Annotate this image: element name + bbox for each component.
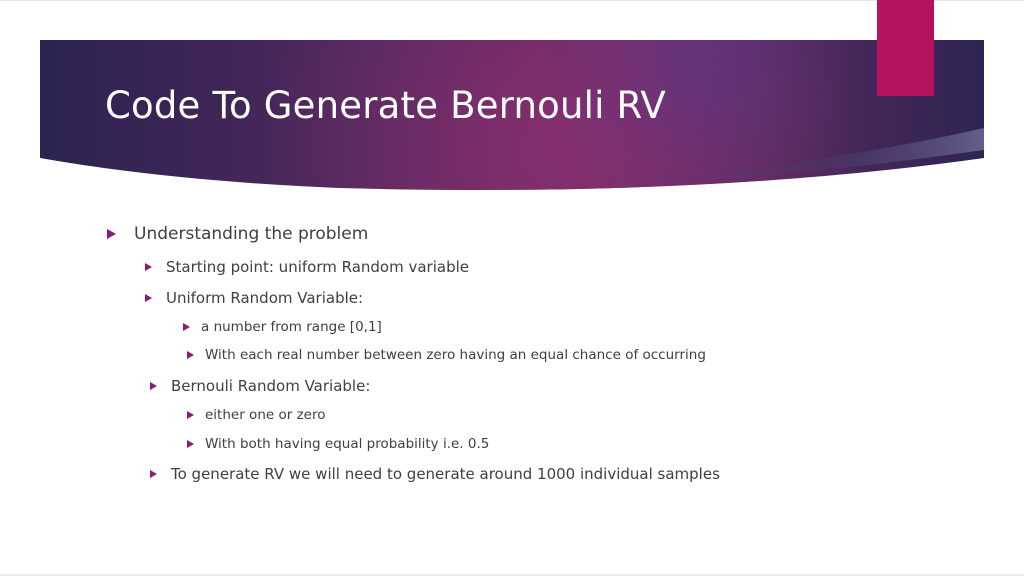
bullet-generate-samples bbox=[150, 465, 720, 483]
bullet-equal-chance bbox=[187, 347, 706, 363]
bullet-arrow-icon bbox=[145, 263, 152, 271]
bullet-text: Starting point: uniform Random variable bbox=[166, 258, 469, 276]
bullet-bernouli-rv bbox=[150, 377, 370, 395]
bullet-equal-probability bbox=[187, 436, 489, 452]
bullet-one-or-zero bbox=[187, 407, 325, 423]
bullet-arrow-icon bbox=[145, 294, 152, 302]
bullet-text: Uniform Random Variable: bbox=[166, 289, 364, 307]
bullet-arrow-icon bbox=[187, 351, 194, 359]
bullet-text: With each real number between zero having an equal chance of occurring bbox=[205, 347, 706, 363]
bullet-arrow-icon bbox=[150, 382, 157, 390]
bullet-arrow-icon bbox=[107, 229, 116, 239]
accent-tab bbox=[877, 0, 934, 96]
bullet-arrow-icon bbox=[187, 411, 194, 419]
bullet-uniform-rv bbox=[145, 289, 363, 307]
bullet-arrow-icon bbox=[187, 440, 194, 448]
bullet-text: Understanding the problem bbox=[134, 224, 369, 244]
bullet-text: To generate RV we will need to generate around 1000 individual samples bbox=[171, 465, 720, 483]
bullet-arrow-icon bbox=[150, 470, 157, 478]
bullet-arrow-icon bbox=[183, 323, 190, 331]
bullet-text: With both having equal probability i.e. 0.5 bbox=[205, 436, 490, 452]
bullet-range bbox=[183, 319, 382, 335]
bullet-text: Bernouli Random Variable: bbox=[171, 377, 371, 395]
slide-title: Code To Generate Bernouli RV bbox=[105, 84, 666, 127]
bullet-understanding-problem bbox=[107, 224, 368, 244]
bullet-starting-point bbox=[145, 258, 469, 276]
bullet-text: a number from range [0,1] bbox=[201, 319, 382, 335]
bullet-text: either one or zero bbox=[205, 407, 326, 423]
